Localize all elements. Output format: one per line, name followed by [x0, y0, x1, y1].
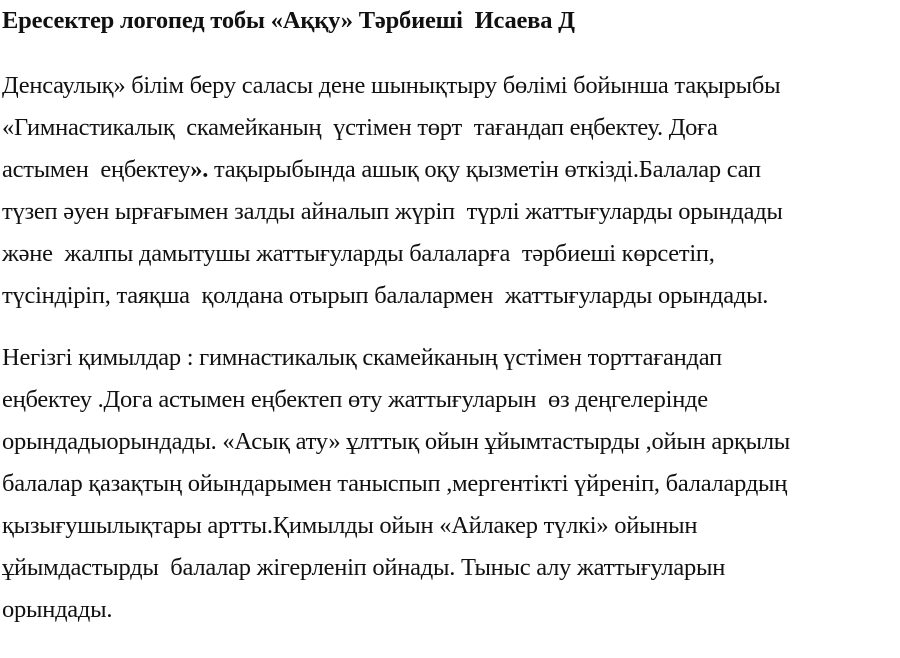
- paragraph-1: [2, 65, 783, 317]
- paragraph-2: [2, 337, 790, 631]
- paragraph-line: «Гимнастикалық скамейканың үстімен төрт тағандап еңбектеу. Доға: [2, 114, 718, 141]
- text-run: тақырыбында ашық оқу қызметін өткізді.Балалар сап: [213, 156, 761, 183]
- paragraph-line: Негізгі қимылдар : гимнастикалық скамейканың үстімен торттағандап: [2, 344, 722, 371]
- paragraph-line: орындады.: [2, 596, 113, 623]
- paragraph-line: түзеп әуен ырғағымен залды айналып жүріп түрлі жаттығуларды орындады: [2, 198, 783, 225]
- paragraph-line: Денсаулық» білім беру саласы дене шынықтыру бөлімі бойынша тақырыбы: [2, 72, 781, 99]
- paragraph-line: ұйымдастырды балалар жігерленіп ойнады. Тыныс алу жаттығуларын: [2, 554, 726, 581]
- paragraph-line: еңбектеу .Дога астымен еңбектеп өту жаттығуларын өз деңгелерінде: [2, 386, 708, 413]
- text-run: астымен еңбектеу: [2, 156, 191, 183]
- paragraph-line: [2, 149, 783, 191]
- document-title: Ересектер логопед тобы «Аққу» Тәрбиеші Исаева Д: [2, 7, 575, 34]
- paragraph-line: балалар қазақтың ойындарымен таныспып ,мергентікті үйреніп, балалардың: [2, 470, 788, 497]
- paragraph-line: орындадыорындады. «Асық ату» ұлттық ойын ұйымтастырды ,ойын арқылы: [2, 428, 791, 455]
- paragraph-line: қызығушылықтары артты.Қимылды ойын «Айлакер түлкі» ойынын: [2, 512, 698, 539]
- paragraph-line: түсіндіріп, таяқша қолдана отырып балалармен жаттығуларды орындады.: [2, 282, 769, 309]
- bold-text-run: ».: [190, 156, 214, 183]
- paragraph-line: және жалпы дамытушы жаттығуларды балаларға тәрбиеші көрсетіп,: [2, 240, 715, 267]
